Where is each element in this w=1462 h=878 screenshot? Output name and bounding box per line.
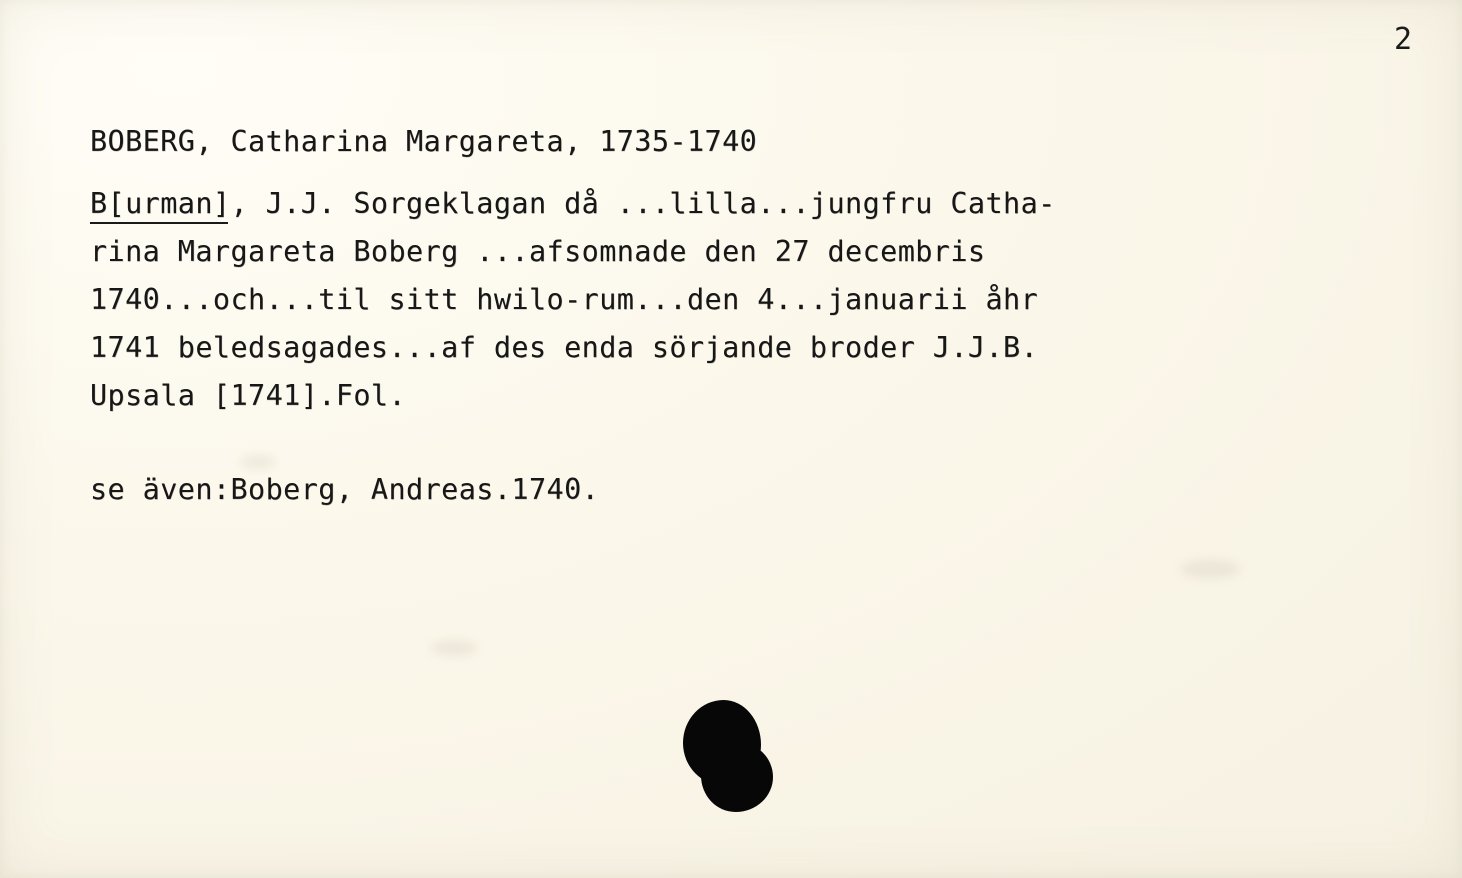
entry-heading: BOBERG, Catharina Margareta, 1735-1740 <box>90 125 758 158</box>
ink-blot-lobe-lower <box>701 742 773 812</box>
struck-surname: B[urman] <box>90 180 230 228</box>
entry-line-4: 1741 beledsagades...af des enda sörjande broder J.J.B. <box>90 331 1039 364</box>
entry-line-2: rina Margareta Boberg ...afsomnade den 27 decembris <box>90 235 986 268</box>
entry-line-1 <box>90 180 1420 228</box>
paper-smudge <box>1180 560 1240 578</box>
cross-reference-line: se även:Boberg, Andreas.1740. <box>90 473 600 506</box>
typed-text-block <box>90 118 1420 514</box>
paper-smudge <box>430 640 478 656</box>
page-number: 2 <box>1393 22 1412 57</box>
entry-line-1-rest: , J.J. Sorgeklagan då ...lilla...jungfru Catha- <box>230 187 1056 220</box>
ink-blot <box>683 700 775 812</box>
entry-line-3: 1740...och...til sitt hwilo-rum...den 4...januarii åhr <box>90 283 1039 316</box>
paragraph-gap <box>90 420 1420 466</box>
entry-line-5: Upsala [1741].Fol. <box>90 379 407 412</box>
